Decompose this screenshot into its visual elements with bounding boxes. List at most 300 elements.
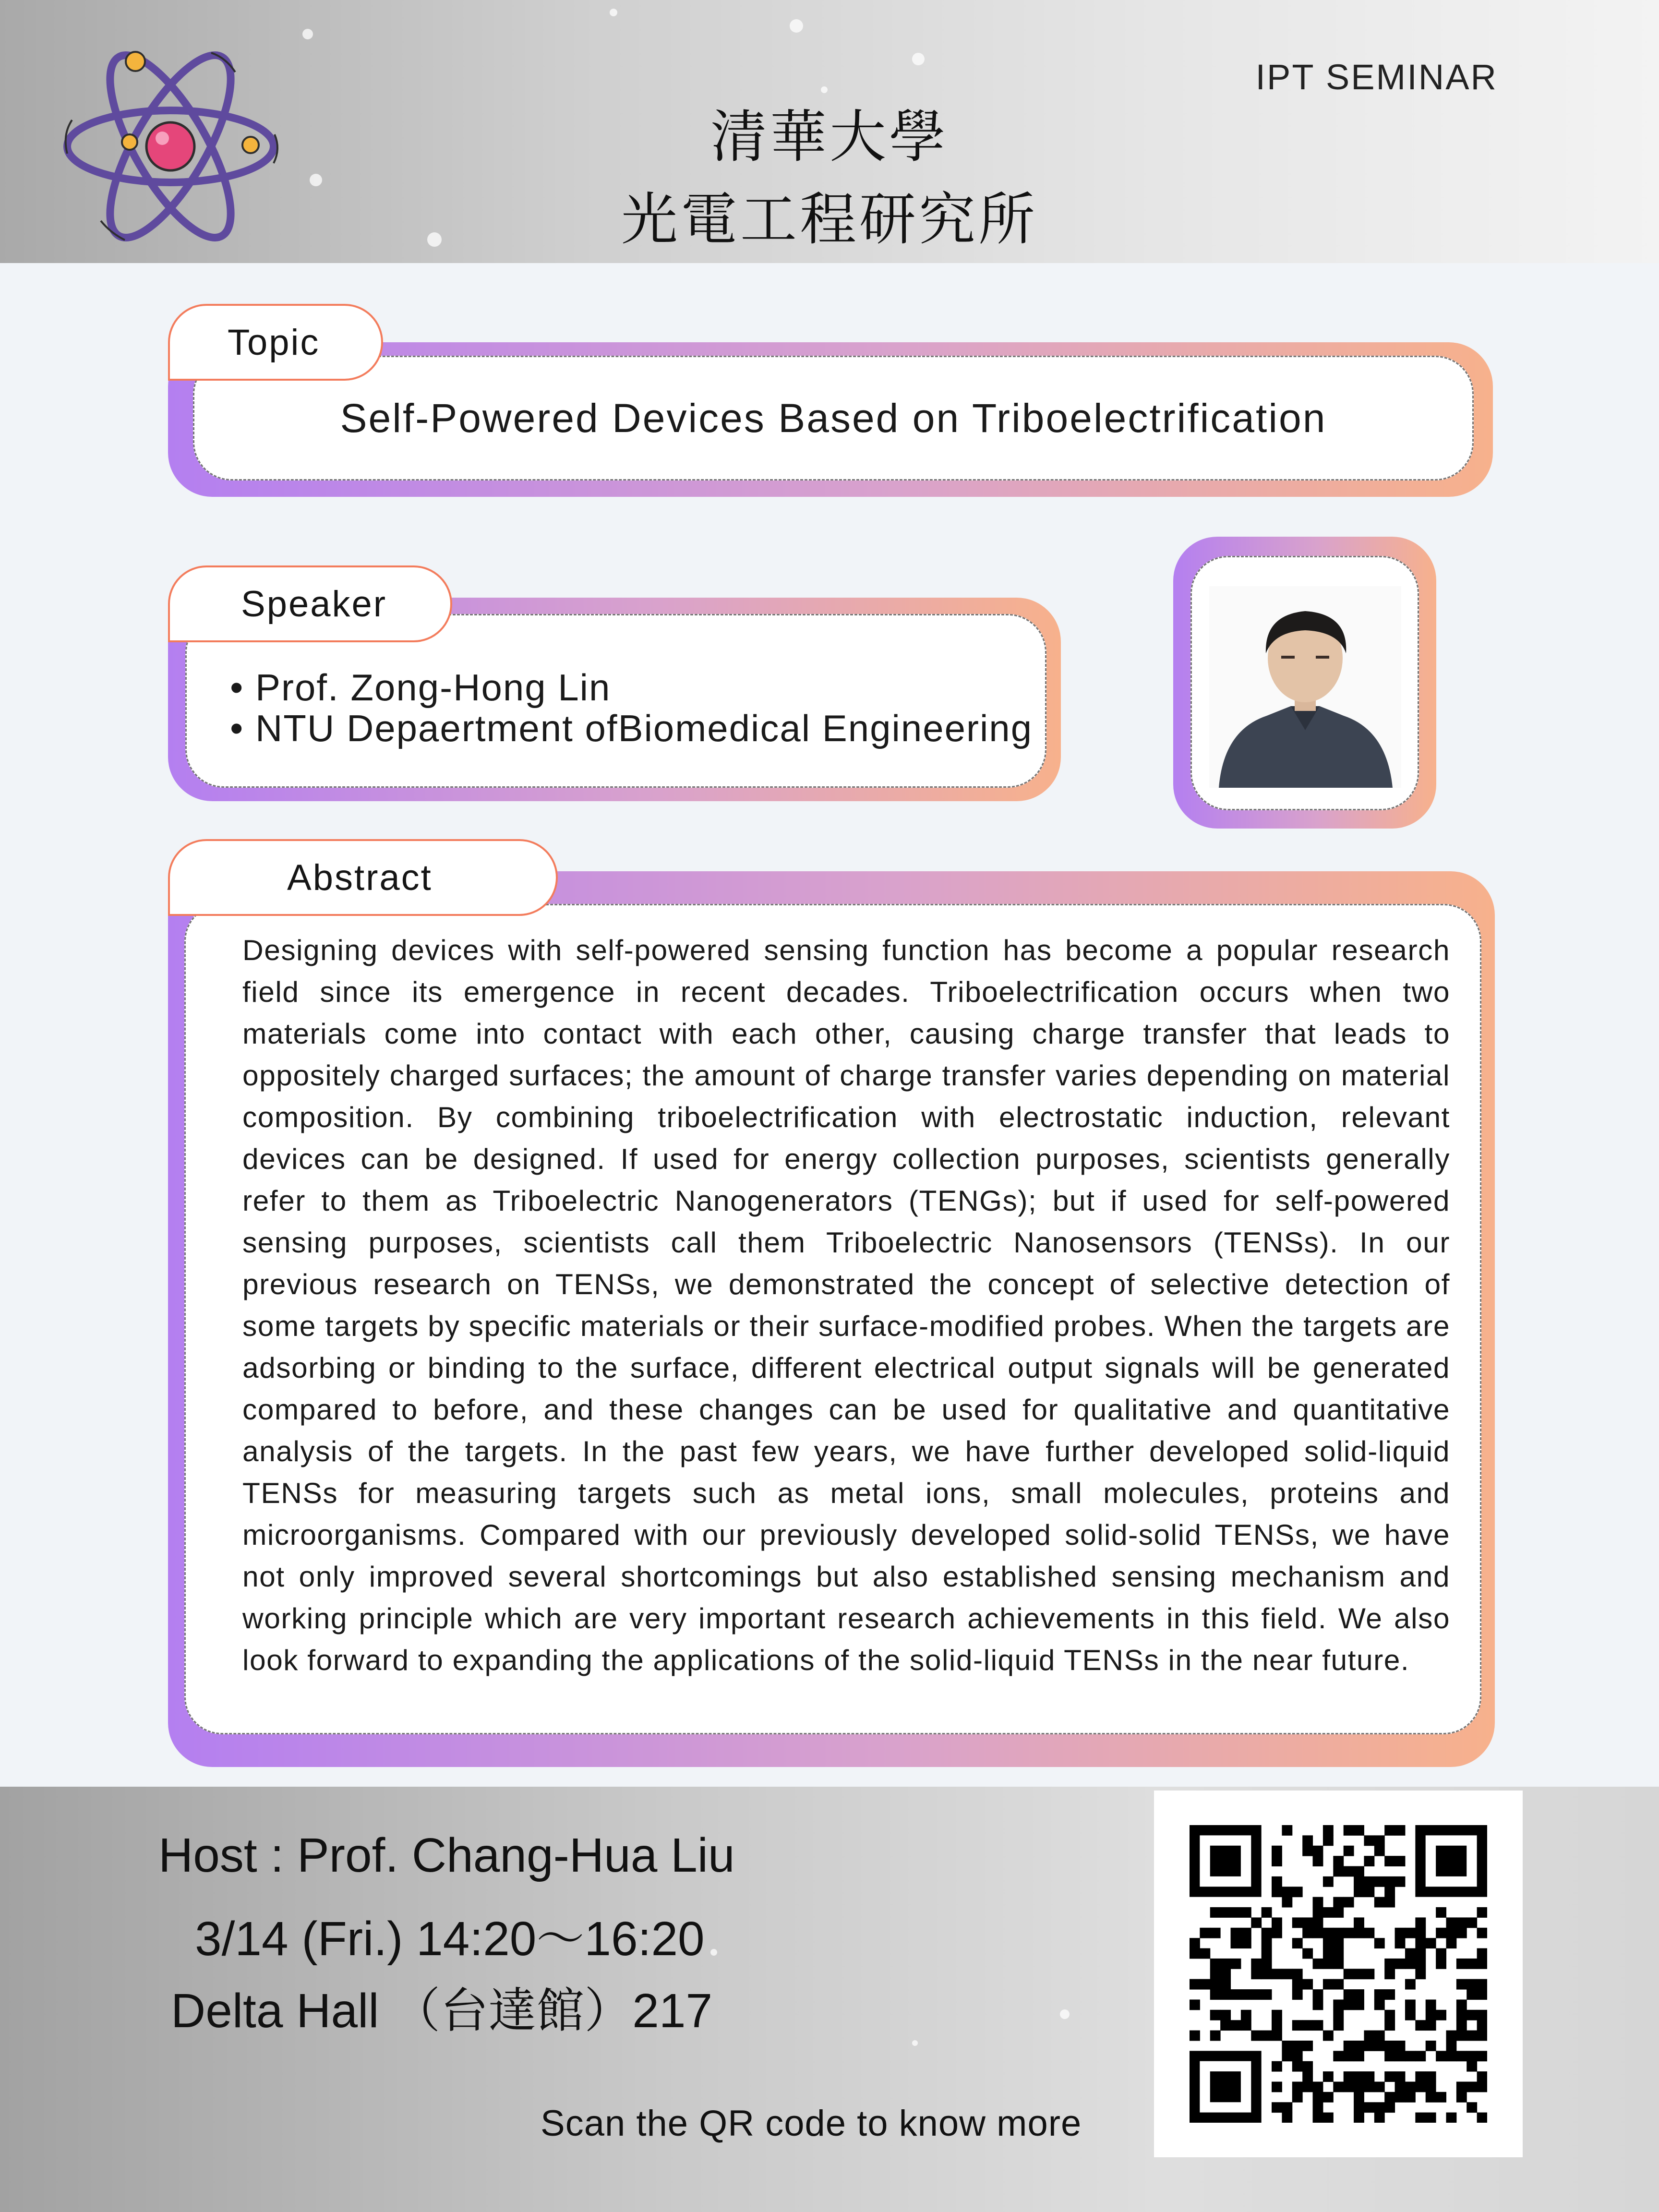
qr-module [1405,2081,1416,2092]
qr-code[interactable] [1190,1825,1487,2123]
qr-module [1220,1969,1231,1979]
host-line: Host : Prof. Chang-Hua Liu [158,1828,735,1882]
qr-module [1210,1969,1221,1979]
qr-module [1333,2010,1344,2020]
qr-module [1292,1989,1303,2000]
qr-module [1477,2010,1487,2020]
qr-module [1395,1825,1406,1836]
qr-module [1354,2041,1364,2051]
qr-module [1344,1846,1354,1856]
qr-module [1374,1846,1385,1856]
qr-module [1395,2071,1406,2082]
abstract-frame [168,871,1495,1767]
qr-module [1395,1938,1406,1948]
topic-box [193,356,1474,481]
qr-module [1405,1979,1416,1990]
qr-module [1272,2081,1282,2092]
qr-module [1415,1928,1426,1938]
qr-module [1477,2113,1487,2123]
qr-module [1241,2010,1251,2020]
qr-module [1344,1866,1354,1877]
qr-module [1426,2071,1436,2082]
qr-module [1210,2010,1221,2020]
qr-module [1210,1959,1221,1969]
qr-module [1384,1897,1395,1908]
qr-module [1364,1969,1374,1979]
qr-module [1415,2081,1426,2092]
qr-module [1436,2010,1446,2020]
qr-module [1405,1999,1416,2010]
qr-module [1282,1825,1292,1836]
qr-module [1210,2031,1221,2041]
qr-module [1333,2051,1344,2061]
qr-module [1262,1959,1272,1969]
qr-module [1354,1825,1364,1836]
qr-module [1374,1989,1385,2000]
qr-module [1344,1928,1354,1938]
institute-name: 光電工程研究所 [621,186,1038,252]
qr-module [1374,2031,1385,2041]
qr-module [1220,1959,1231,1969]
qr-module [1210,1979,1221,1990]
qr-module [1262,1989,1272,2000]
qr-module [1436,2051,1446,2061]
qr-module [1354,1917,1364,1928]
qr-module [1384,1825,1395,1836]
qr-module [1272,1846,1282,1856]
qr-module [1415,1917,1426,1928]
qr-module [1210,1907,1221,1918]
qr-module [1456,1959,1467,1969]
qr-module [1272,2020,1282,2031]
seminar-label: IPT SEMINAR [1255,57,1498,97]
qr-module [1436,1928,1446,1938]
qr-module [1426,2041,1436,2051]
qr-module [1241,1938,1251,1948]
qr-module [1384,1887,1395,1897]
qr-module [1251,1969,1262,1979]
qr-module [1313,1897,1323,1908]
qr-module [1333,1979,1344,1990]
abstract-label: Abstract [287,857,433,898]
qr-module [1313,1959,1323,1969]
qr-module [1344,1989,1354,2000]
decor-dot [427,232,442,247]
qr-module [1364,1876,1374,1887]
qr-module [1374,2041,1385,2051]
qr-module [1384,1969,1395,1979]
decor-dot [790,19,803,33]
qr-module [1282,1887,1292,1897]
qr-module [1364,2081,1374,2092]
qr-module [1313,2102,1323,2113]
qr-module [1333,1907,1344,1918]
venue-line: Delta Hall （台達館）217 [171,1984,713,2038]
qr-module [1456,2051,1467,2061]
qr-module [1292,2061,1303,2072]
decor-dot [912,53,925,65]
qr-module [1344,1897,1354,1908]
qr-module [1436,1959,1446,1969]
qr-module [1456,1979,1467,1990]
qr-module [1241,1907,1251,1918]
qr-module [1384,2041,1395,2051]
qr-module [1231,1907,1241,1918]
qr-module [1467,1989,1477,2000]
qr-module [1384,2102,1395,2113]
decor-dot [302,29,313,39]
qr-module [1384,2092,1395,2103]
qr-module [1364,2041,1374,2051]
qr-module [1333,1959,1344,1969]
qr-module [1313,1989,1323,2000]
qr-module [1302,2041,1313,2051]
qr-module [1354,1887,1364,1897]
qr-module [1354,2071,1364,2082]
qr-module [1344,2081,1354,2092]
qr-module [1272,2010,1282,2020]
qr-module [1241,1989,1251,2000]
qr-panel[interactable] [1154,1791,1523,2157]
qr-module [1436,1907,1446,1918]
qr-module [1415,1938,1426,1948]
qr-module [1415,1948,1426,1959]
qr-module [1436,2092,1446,2103]
qr-module [1292,1887,1303,1897]
qr-module [1302,1917,1313,1928]
speaker-name: • Prof. Zong-Hong Lin [230,666,611,709]
qr-module [1333,2081,1344,2092]
qr-module [1282,1969,1292,1979]
qr-module [1426,1938,1436,1948]
qr-module [1415,1959,1426,1969]
qr-module [1251,1959,1262,1969]
qr-module [1436,1846,1467,1876]
qr-module [1231,1938,1241,1948]
qr-module [1426,2010,1436,2020]
qr-module [1292,2081,1303,2092]
qr-module [1210,1846,1241,1876]
qr-module [1477,2081,1487,2092]
qr-module [1354,1989,1364,2000]
qr-module [1364,1887,1374,1897]
qr-module [1292,2041,1303,2051]
qr-module [1282,2041,1292,2051]
qr-module [1282,2051,1292,2061]
qr-module [1220,1907,1231,1918]
qr-module [1302,2071,1313,2082]
qr-module [1333,1999,1344,2010]
qr-module [1313,2081,1323,2092]
qr-module [1231,1989,1241,2000]
photo-frame [1173,537,1436,829]
qr-module [1251,2031,1262,2041]
qr-module [1272,1887,1282,1897]
qr-module [1467,2010,1477,2020]
qr-module [1446,1928,1456,1938]
qr-module [1456,1917,1467,1928]
abstract-body: Designing devices with self-powered sensing function has become a popular research field since its emergence in recent decades. Triboelectrification occurs when two materials come into contact with each other, causing charge transfer that leads to oppositely charged surfaces; the amount of charge transfer varies depending on material composition. By combining triboelectrification with electrostatic induction, relevant devices can be designed. If used for energy collection purposes, scientists generally refer to them as Triboelectric Nanogenerators (TENGs); but if used for self-powered sensing purposes, scientists call them Triboelectric Nanosensors (TENSs). In our previous research on TENSs, we demonstrated the concept of selective detection of some targets by specific materials or their surface-modified probes. When the targets are adsorbing or binding to the surface, different electrical output signals will be generated compared to before, and these changes can be used for qualitative and quantitative analysis of the targets. In the past few years, we have further developed solid-liquid TENSs for measuring targets such as metal ions, small molecules, proteins and microorganisms. Compared with our previously developed solid-solid TENSs, we have not only improved several shortcomings but also established sensing mechanism and working principle which are very important research achievements in this field. We also look forward to expanding the applications of the solid-liquid TENSs in the near future. [242,934,1450,1676]
qr-module [1302,1846,1313,1856]
qr-module [1354,1866,1364,1877]
qr-module [1364,1856,1374,1866]
qr-module [1241,1928,1251,1938]
qr-module [1426,2092,1436,2103]
qr-module [1241,2020,1251,2031]
decor-dot [1060,2009,1070,2019]
qr-module [1374,1876,1385,1887]
qr-module [1354,2051,1364,2061]
qr-module [1446,2031,1456,2041]
qr-module [1446,2113,1456,2123]
qr-module [1251,1917,1262,1928]
qr-module [1323,1959,1334,1969]
qr-module [1467,2102,1477,2113]
qr-module [1354,1999,1364,2010]
qr-module [1477,1907,1487,1918]
qr-module [1302,2081,1313,2092]
qr-module [1323,2031,1334,2041]
qr-module [1405,1959,1416,1969]
decor-dot [710,1949,717,1956]
qr-module [1272,1969,1282,1979]
qr-module [1395,2051,1406,2061]
qr-module [1395,1928,1406,1938]
qr-module [1292,1979,1303,1990]
qr-module [1446,2041,1456,2051]
qr-module [1323,1876,1334,1887]
qr-module [1323,1938,1334,1948]
qr-module [1292,2020,1303,2031]
qr-module [1384,1856,1395,1866]
qr-module [1323,1825,1334,1836]
qr-module [1333,1938,1344,1948]
qr-module [1210,2071,1241,2102]
qr-module [1354,1969,1364,1979]
qr-module [1220,2010,1231,2020]
qr-module [1323,1907,1334,1918]
qr-module [1200,1979,1210,1990]
qr-module [1364,1835,1374,1846]
qr-module [1477,1979,1487,1990]
topic-title: Self-Powered Devices Based on Triboelectrification [340,395,1327,441]
qr-module [1477,2031,1487,2041]
qr-module [1272,1856,1282,1866]
qr-module [1333,1948,1344,1959]
qr-module [1323,2071,1334,2082]
qr-module [1477,2071,1487,2082]
qr-module [1220,1979,1231,1990]
qr-module [1374,2102,1385,2113]
qr-module [1426,2020,1436,2031]
qr-module [1467,1979,1477,1990]
qr-module [1467,2051,1477,2061]
qr-module [1302,1948,1313,1959]
qr-module [1354,2113,1364,2123]
qr-module [1272,2061,1282,2072]
qr-module [1272,1876,1282,1887]
qr-module [1477,2020,1487,2031]
qr-module [1292,1938,1303,1948]
qr-module [1262,1907,1272,1918]
qr-module [1231,1959,1241,1969]
abstract-tab [168,839,558,916]
qr-module [1344,2071,1354,2082]
qr-module [1262,2031,1272,2041]
qr-module [1190,1999,1200,2010]
qr-module [1415,2113,1426,2123]
qr-module [1426,2081,1436,2092]
qr-module [1405,1948,1416,1959]
qr-module [1231,1928,1241,1938]
qr-module [1313,2113,1323,2123]
qr-module [1262,1938,1272,1948]
qr-module [1333,1856,1344,1866]
qr-module [1384,2051,1395,2061]
qr-module [1313,1928,1323,1938]
abstract-box [184,904,1481,1734]
qr-module [1220,1989,1231,2000]
qr-module [1251,1989,1262,2000]
qr-module [1384,1959,1395,1969]
qr-module [1374,1835,1385,1846]
qr-module [1384,2010,1395,2020]
qr-module [1313,2092,1323,2103]
qr-module [1415,1969,1426,1979]
qr-module [1405,2010,1416,2020]
qr-module [1200,1928,1210,1938]
qr-module [1395,1959,1406,1969]
qr-module [1364,2031,1374,2041]
topic-label: Topic [228,322,320,363]
qr-module [1210,1989,1221,2000]
qr-module [1426,1999,1436,2010]
qr-module [1323,1835,1334,1846]
speaker-label: Speaker [241,583,387,625]
qr-module [1395,1856,1406,1866]
qr-module [1374,1897,1385,1908]
qr-module [1272,2031,1282,2041]
qr-module [1415,2051,1426,2061]
qr-module [1467,2061,1477,2072]
qr-module [1456,2010,1467,2020]
qr-module [1395,1876,1406,1887]
qr-module [1272,1928,1282,1938]
speaker-photo [1209,586,1401,788]
qr-module [1210,1928,1221,1938]
qr-module [1323,1928,1334,1938]
qr-module [1282,2102,1292,2113]
qr-module [1302,2020,1313,2031]
qr-module [1292,1969,1303,1979]
qr-module [1374,1938,1385,1948]
datetime-line: 3/14 (Fri.) 14:20～16:20 [195,1912,705,1966]
qr-module [1374,1999,1385,2010]
qr-module [1344,2041,1354,2051]
qr-module [1313,1917,1323,1928]
qr-module [1477,1928,1487,1938]
qr-module [1456,1928,1467,1938]
qr-module [1292,1917,1303,1928]
qr-module [1467,1917,1477,1928]
qr-module [1200,1948,1210,1959]
qr-module [1313,1846,1323,1856]
qr-module [1313,1999,1323,2010]
decor-dot [610,9,617,16]
qr-module [1426,2113,1436,2123]
qr-module [1415,2071,1426,2082]
qr-module [1384,2071,1395,2082]
photo-box [1190,556,1419,810]
qr-module [1190,1979,1200,1990]
scan-note: Scan the QR code to know more [541,2103,1082,2144]
qr-module [1323,1979,1334,1990]
qr-module [1477,1989,1487,2000]
atom-icon [53,38,288,259]
qr-module [1364,2071,1374,2082]
qr-module [1395,2081,1406,2092]
qr-module [1354,1876,1364,1887]
qr-module [1333,1866,1344,1877]
qr-module [1231,2020,1241,2031]
qr-module [1190,1948,1200,1959]
qr-module [1190,2031,1200,2041]
qr-module [1364,1928,1374,1938]
qr-module [1354,2092,1364,2103]
qr-module [1302,2061,1313,2072]
qr-module [1313,2020,1323,2031]
qr-module [1292,2051,1303,2061]
speaker-tab [168,565,452,642]
qr-module [1354,2102,1364,2113]
qr-module [1220,2020,1231,2031]
qr-module [1272,1917,1282,1928]
qr-module [1477,1959,1487,1969]
qr-module [1262,1928,1272,1938]
qr-module [1262,1948,1272,1959]
qr-module [1405,1928,1416,1938]
university-name: 清華大學 [710,104,949,170]
qr-module [1374,2081,1385,2092]
qr-module [1456,2092,1467,2103]
qr-module [1446,2051,1456,2061]
topic-tab [168,304,383,381]
qr-module [1456,1999,1467,2010]
decor-dot [310,174,322,186]
qr-module [1384,2020,1395,2031]
qr-module [1456,2031,1467,2041]
qr-module [1282,1897,1292,1908]
qr-module [1302,1979,1313,1990]
qr-module [1323,2092,1334,2103]
qr-module [1333,1897,1344,1908]
qr-module [1415,2020,1426,2031]
qr-module [1313,1907,1323,1918]
qr-module [1354,2081,1364,2092]
qr-module [1364,2102,1374,2113]
qr-module [1456,2081,1467,2092]
qr-module [1477,1948,1487,1959]
qr-module [1384,1876,1395,1887]
qr-module [1477,2051,1487,2061]
qr-module [1446,1917,1456,1928]
speaker-affiliation: • NTU Depaertment ofBiomedical Engineering [230,707,1033,749]
qr-module [1384,1989,1395,2000]
qr-module [1344,1999,1354,2010]
qr-module [1333,2020,1344,2031]
qr-module [1323,1948,1334,1959]
qr-module [1323,2113,1334,2123]
